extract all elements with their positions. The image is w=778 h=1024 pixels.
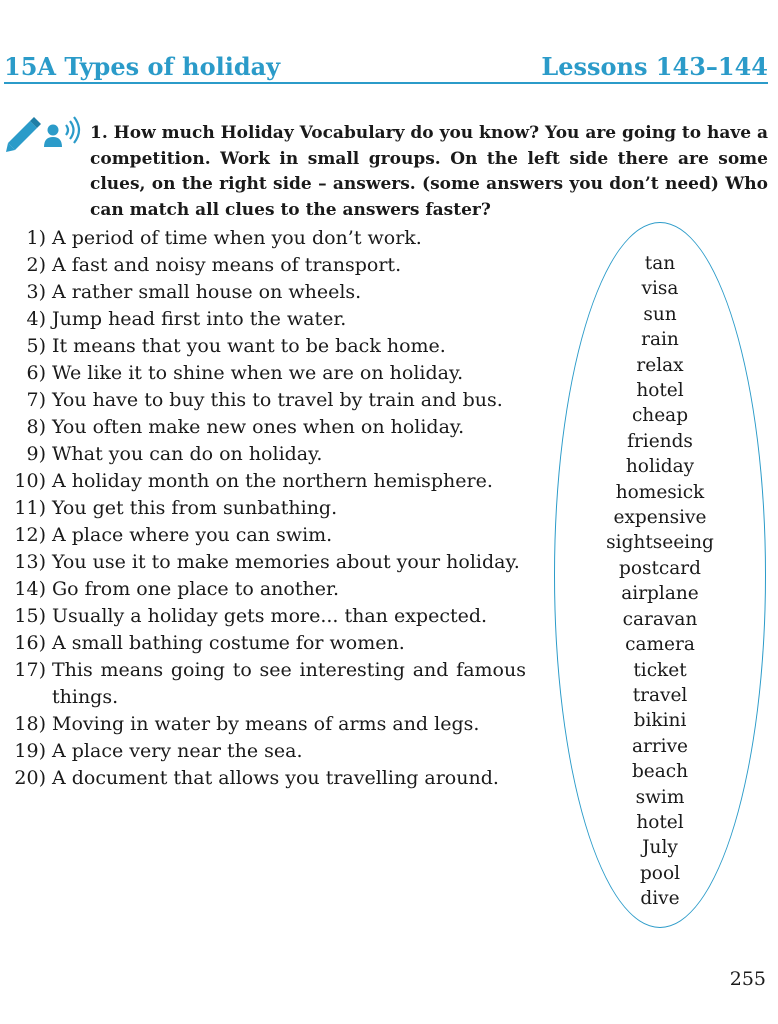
lessons-label: Lessons 143–144 [541, 52, 768, 81]
answer-word: friends [627, 430, 693, 452]
clue-item [0, 765, 540, 792]
clue-item [0, 711, 540, 738]
clue-number: 13) [14, 551, 46, 573]
clue-number: 3) [26, 281, 46, 303]
clue-text: Go from one place to another. [52, 578, 339, 600]
pencil-icon [6, 117, 41, 152]
clue-number: 6) [26, 362, 46, 384]
clue-text: This means going to see interesting and famous things. [52, 659, 526, 708]
clue-text: A fast and noisy means of transport. [52, 254, 402, 276]
task-icons [4, 113, 84, 153]
page-number: 255 [729, 968, 766, 990]
answer-word: dive [640, 888, 680, 910]
answer-word: ticket [633, 659, 687, 681]
clue-number: 2) [26, 254, 46, 276]
clue-number: 17) [14, 659, 46, 681]
clue-text: A rather small house on wheels. [52, 281, 362, 303]
clue-item [0, 387, 540, 414]
clue-text: A small bathing costume for women. [52, 632, 405, 654]
clue-item [0, 603, 540, 630]
page-header [4, 50, 768, 84]
clue-item [0, 549, 540, 576]
clue-item [0, 360, 540, 387]
answer-word: travel [632, 684, 688, 706]
clue-text: You use it to make memories about your holiday. [52, 551, 520, 573]
clue-text: A holiday month on the northern hemisphere. [52, 470, 493, 492]
clue-number: 4) [26, 308, 46, 330]
clue-item [0, 657, 540, 711]
task-icons-svg [4, 113, 84, 153]
clue-number: 10) [14, 470, 46, 492]
clue-item [0, 495, 540, 522]
clue-item [0, 630, 540, 657]
task-instructions: 1. How much Holiday Vocabulary do you know? You are going to have a competition. Work in small groups. On the left side there are some clues, on the right side – answers. (some answers you don’t need) Who can match all clues to the answers faster? [90, 123, 768, 220]
clue-item [0, 522, 540, 549]
answer-word: pool [639, 862, 681, 884]
clue-item [0, 576, 540, 603]
clue-item [0, 306, 540, 333]
answer-word: arrive [631, 735, 689, 757]
answer-word: homesick [615, 481, 705, 503]
clue-number: 11) [14, 497, 46, 519]
clue-text: A place very near the sea. [52, 740, 303, 762]
clue-item [0, 738, 540, 765]
answer-word: July [642, 837, 678, 859]
clue-number: 20) [14, 767, 46, 789]
clue-text: A period of time when you don’t work. [52, 227, 422, 249]
clue-text: You get this from sunbathing. [52, 497, 338, 519]
answer-word: hotel [636, 811, 684, 833]
clue-item [0, 225, 540, 252]
clue-list [0, 225, 540, 792]
answer-word: tan [644, 253, 676, 274]
clue-item [0, 252, 540, 279]
clue-number: 1) [26, 227, 46, 249]
answer-word: expensive [613, 507, 707, 529]
answer-word: sightseeing [606, 532, 714, 554]
answer-word: camera [625, 634, 695, 656]
clue-number: 8) [26, 416, 46, 438]
answer-list [560, 251, 760, 912]
clue-text: We like it to shine when we are on holiday. [52, 362, 464, 384]
answer-word: cheap [631, 405, 689, 427]
clue-text: It means that you want to be back home. [52, 335, 446, 357]
clue-number: 9) [26, 443, 46, 465]
clue-text: Usually a holiday gets more... than expected. [52, 605, 488, 627]
clue-text: Jump head first into the water. [52, 308, 347, 330]
answer-word: rain [641, 329, 679, 351]
clue-item [0, 414, 540, 441]
clue-number: 16) [14, 632, 46, 654]
answer-word: holiday [625, 456, 695, 478]
answer-word: caravan [622, 608, 698, 630]
clue-item [0, 279, 540, 306]
answer-word: sun [643, 303, 677, 325]
answer-word: airplane [621, 583, 699, 605]
answer-word: relax [636, 354, 684, 376]
clue-number: 12) [14, 524, 46, 546]
answer-word: postcard [619, 557, 701, 579]
speaking-icon [44, 117, 79, 147]
clue-number: 14) [14, 578, 46, 600]
clue-text: Moving in water by means of arms and legs. [52, 713, 480, 735]
answer-word: visa [641, 278, 679, 300]
answer-word: hotel [636, 380, 684, 402]
clue-text: You have to buy this to travel by train and bus. [52, 389, 503, 411]
clue-item [0, 333, 540, 360]
clue-number: 7) [26, 389, 46, 411]
clue-text: A place where you can swim. [52, 524, 333, 546]
clue-text: What you can do on holiday. [52, 443, 323, 465]
clue-number: 15) [14, 605, 46, 627]
answer-word: beach [631, 761, 689, 783]
clue-number: 19) [14, 740, 46, 762]
clue-item [0, 441, 540, 468]
clue-text: A document that allows you travelling around. [52, 767, 499, 789]
unit-title: 15A Types of holiday [4, 52, 281, 81]
answer-word: bikini [633, 710, 687, 732]
clue-number: 18) [14, 713, 46, 735]
clue-item [0, 468, 540, 495]
answer-word: swim [635, 786, 685, 808]
clue-number: 5) [26, 335, 46, 357]
clue-text: You often make new ones when on holiday. [52, 416, 465, 438]
